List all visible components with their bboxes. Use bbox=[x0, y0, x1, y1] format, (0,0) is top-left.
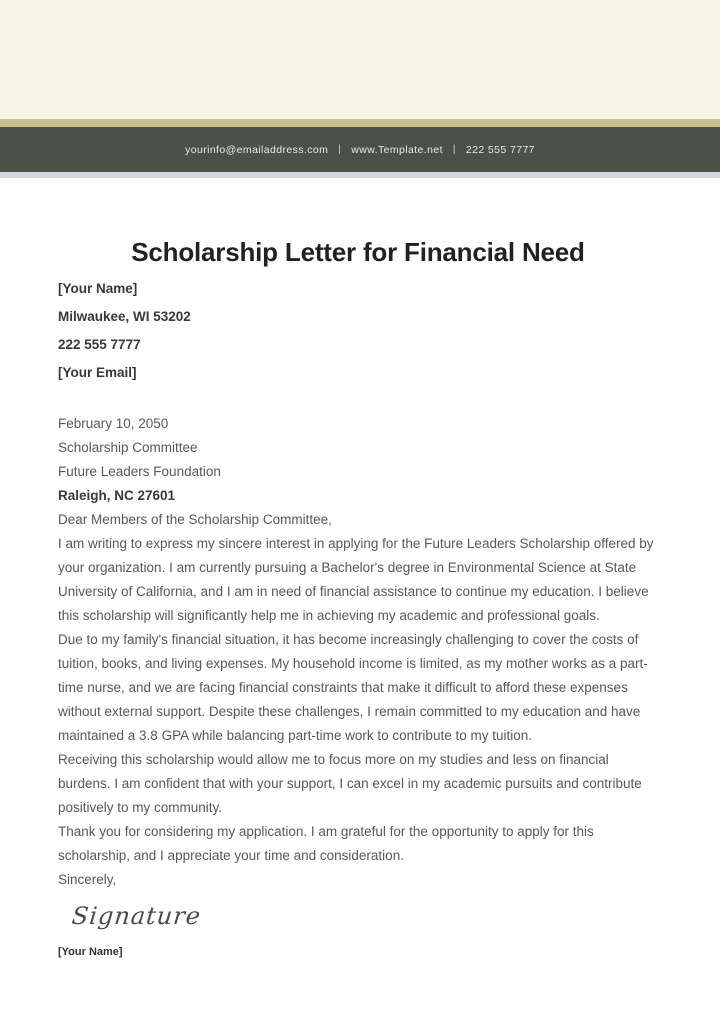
signature-name: [Your Name] bbox=[58, 946, 123, 958]
divider-line bbox=[0, 172, 720, 178]
recipient-line: Scholarship Committee bbox=[58, 440, 198, 455]
contact-separator: | bbox=[338, 144, 342, 155]
recipient-line: Future Leaders Foundation bbox=[58, 464, 221, 479]
letter-date: February 10, 2050 bbox=[58, 416, 169, 431]
contact-phone: 222 555 7777 bbox=[465, 143, 535, 156]
paragraph: Receiving this scholarship would allow me to focus more on my studies and less on financial burdens. I am confident that with your support, I can excel in my academic pursuits and contribute positively to my community. bbox=[58, 752, 642, 815]
recipient-line: Raleigh, NC 27601 bbox=[58, 488, 176, 503]
sender-phone: 222 555 7777 bbox=[58, 337, 141, 352]
letter-body bbox=[58, 412, 658, 892]
paragraph: Thank you for considering my application. I am grateful for the opportunity to apply for this scholarship, and I appreciate your time and consideration. bbox=[58, 824, 594, 863]
contact-website: www.Template.net bbox=[351, 143, 443, 156]
paragraph: Due to my family's financial situation, it has become increasingly challenging to cover the costs of tuition, books, and living expenses. My household income is limited, as my mother works as a part-time nurse, and we are facing financial constraints that make it difficult to afford these expenses without external support. Despite these challenges, I remain committed to my education and have maintained a 3.8 GPA while balancing part-time work to contribute to my tuition. bbox=[58, 632, 648, 743]
contact-bar bbox=[0, 127, 720, 172]
gold-divider bbox=[0, 119, 720, 127]
closing: Sincerely, bbox=[58, 872, 117, 887]
sender-block bbox=[58, 275, 658, 387]
sender-city: Milwaukee, WI 53202 bbox=[58, 309, 191, 324]
contact-email: yourinfo@emailaddress.com bbox=[185, 143, 329, 156]
letter-title: Scholarship Letter for Financial Need bbox=[131, 237, 585, 267]
salutation: Dear Members of the Scholarship Committee, bbox=[58, 512, 332, 527]
letterhead-band bbox=[0, 0, 720, 119]
sender-name: [Your Name] bbox=[58, 281, 138, 296]
sender-email: [Your Email] bbox=[58, 365, 137, 380]
signature-script: Signature bbox=[70, 902, 203, 930]
paragraph: I am writing to express my sincere interest in applying for the Future Leaders Scholarship offered by your organization. I am currently pursuing a Bachelor's degree in Environmental Science at State University of California, and I am in need of financial assistance to continue my education. I believe this scholarship will significantly help me in achieving my academic and professional goals. bbox=[58, 536, 654, 623]
letter-content bbox=[0, 237, 720, 958]
contact-separator: | bbox=[452, 144, 456, 155]
